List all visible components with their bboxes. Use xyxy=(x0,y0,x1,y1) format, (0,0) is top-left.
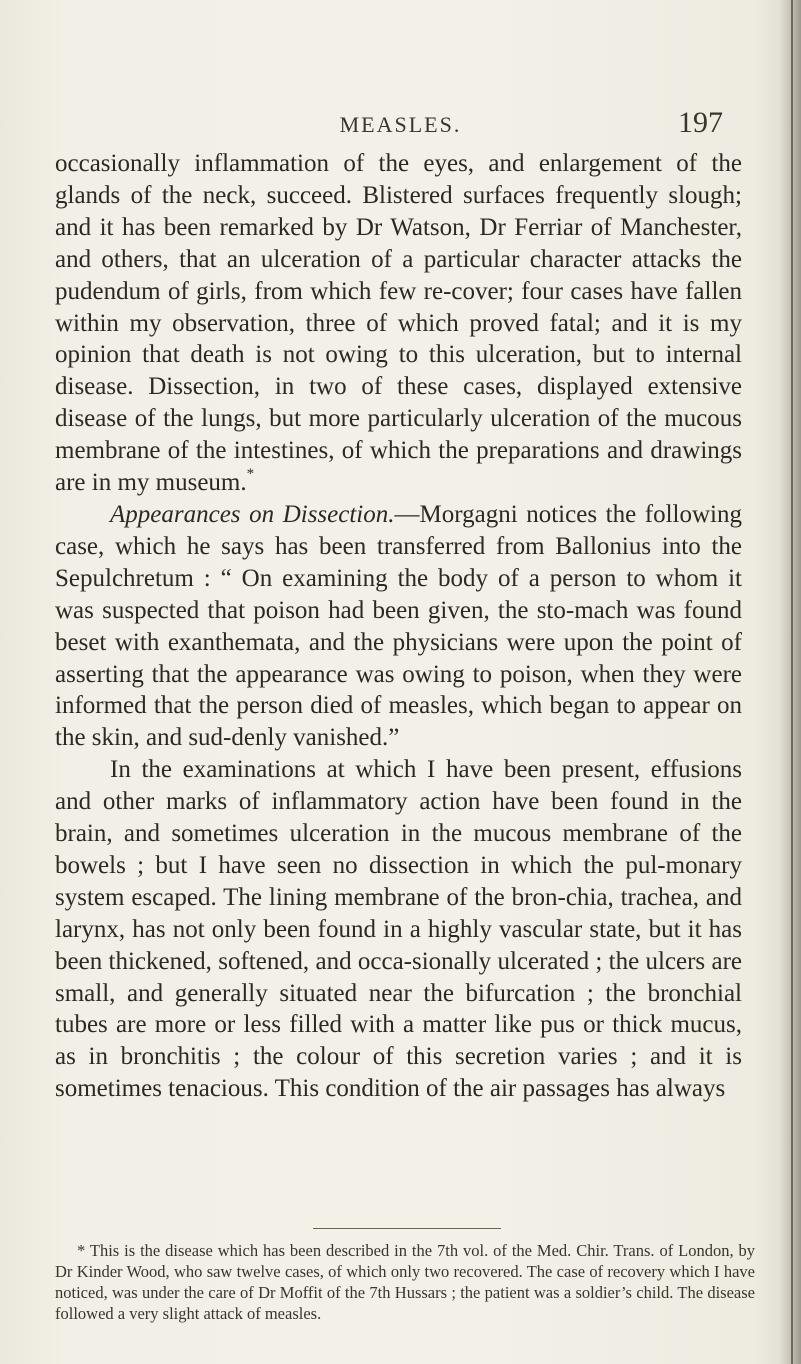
running-title: MEASLES. xyxy=(339,112,462,137)
page-number: 197 xyxy=(678,106,723,139)
footnote-reference-marker: * xyxy=(246,466,255,483)
paragraph-2 xyxy=(55,499,742,754)
paragraph-1-text: occasionally inflammation of the eyes, and enlargement of the glands of the neck, succeed. Blistered surfaces frequently slough; and it has been remarked by Dr Watson, Dr Ferriar of Manchester, and others, that an ulceration of a particular character attacks the pudendum of girls, from which few re-cover; four cases have fallen within my observation, three of which proved fatal; and it is my opinion that death is not owing to this ulceration, but to internal disease. Dissection, in two of these cases, displayed extensive disease of the lungs, but more particularly ulceration of the mucous membrane of the intestines, of which the preparations and drawings are in my museum. xyxy=(55,150,742,497)
paragraph-2-text: —Morgagni notices the following case, which he says has been transferred from Ballonius into the Sepulchretum : “ On examining the body of a person to whom it was suspected that poison had been given, the sto-mach was found beset with exanthemata, and the physicians were upon the point of asserting that the appearance was owing to poison, when they were informed that the person died of measles, which began to appear on the skin, and sud-denly vanished.” xyxy=(55,500,742,752)
footnote-text-block xyxy=(55,1240,755,1324)
page-edge-shadow xyxy=(779,0,801,1364)
running-head xyxy=(0,106,801,146)
paragraph-1 xyxy=(55,148,742,499)
paragraph-3: In the examinations at which I have been present, effusions and other marks of inflammatory action have been found in the brain, and sometimes ulceration in the mucous membrane of the bowels ; but I have seen no dissection in which the pul-monary system escaped. The lining membrane of the bron-chia, trachea, and larynx, has not only been found in a highly vascular state, but it has been thickened, softened, and occa-sionally ulcerated ; the ulcers are small, and generally situated near the bifurcation ; the bronchial tubes are more or less filled with a matter like pus or thick mucus, as in bronchitis ; the colour of this secretion varies ; and it is sometimes tenacious. This condition of the air passages has always xyxy=(55,756,742,1103)
footnote xyxy=(55,1240,755,1324)
footnote-rule xyxy=(313,1228,501,1229)
footnote-text: This is the disease which has been described in the 7th vol. of the Med. Chir. Trans. of London, by Dr Kinder Wood, who saw twelve cases, of which only two recovered. The case of recovery which I have noticed, was under the care of Dr Moffit of the 7th Hussars ; the patient was a soldier’s child. The disease followed a very slight attack of measles. xyxy=(55,1241,756,1323)
page-edge-line xyxy=(791,0,793,1364)
footnote-marker: * xyxy=(77,1241,86,1260)
body-text xyxy=(55,148,742,1105)
section-heading: Appearances on Dissection. xyxy=(110,500,395,528)
